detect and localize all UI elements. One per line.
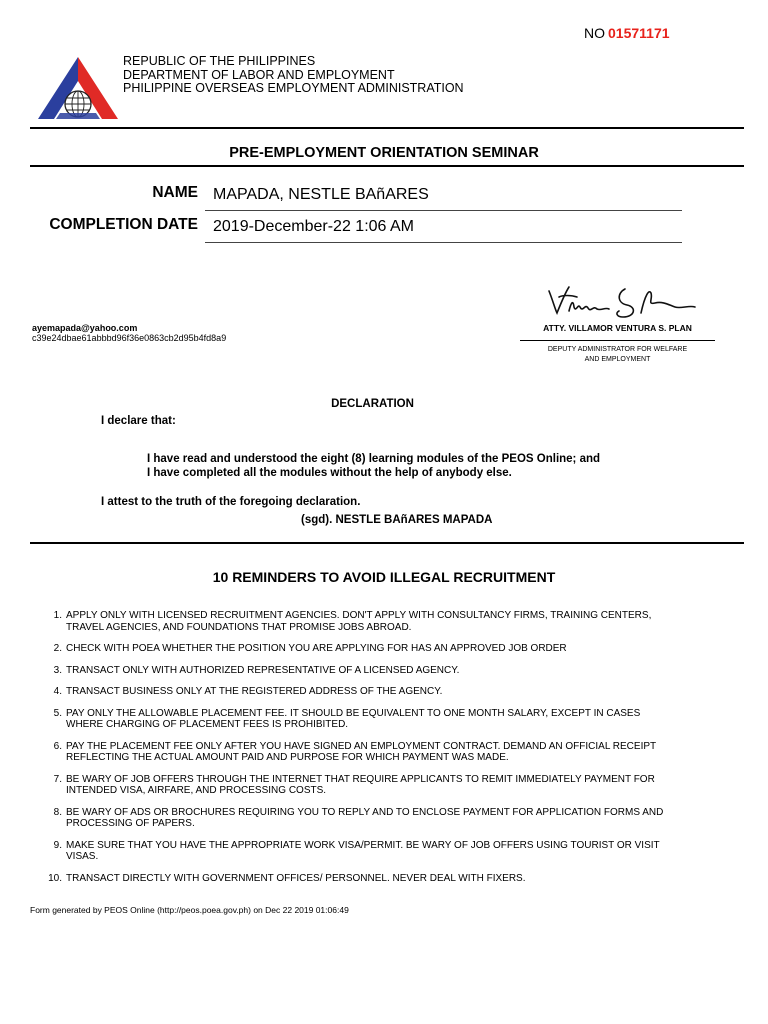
reminder-text-line: PROCESSING OF PAPERS. — [66, 818, 195, 829]
document-number-value: 01571171 — [608, 25, 670, 41]
reminder-number: 3. — [53, 664, 62, 676]
signatory-title — [520, 345, 715, 365]
signature-line — [520, 340, 715, 341]
agency-line-1: REPUBLIC OF THE PHILIPPINES — [123, 54, 316, 68]
divider-top — [30, 127, 744, 129]
reminder-item — [30, 643, 730, 655]
reminder-text — [66, 610, 730, 633]
reminder-text-line: PAY ONLY THE ALLOWABLE PLACEMENT FEE. IT SHOULD BE EQUIVALENT TO ONE MONTH SALARY, EXCEPT IN CASES — [66, 707, 641, 719]
footer-note: Form generated by PEOS Online (http://peos.poea.gov.ph) on Dec 22 2019 01:06:49 — [30, 905, 349, 915]
declaration-attest: I attest to the truth of the foregoing declaration. — [101, 496, 361, 508]
completion-date-underline — [205, 242, 682, 243]
reminder-item — [30, 774, 730, 797]
poea-logo-icon — [36, 55, 120, 121]
reminder-text-line: VISAS. — [66, 851, 99, 862]
signatory-title-line-1: DEPUTY ADMINISTRATOR FOR WELFARE — [547, 346, 688, 353]
reminder-text-line: APPLY ONLY WITH LICENSED RECRUITMENT AGENCIES. DON'T APPLY WITH CONSULTANCY FIRMS, TRAINING CENTERS, — [66, 610, 652, 621]
reminder-text — [66, 840, 730, 863]
reminder-item — [30, 741, 730, 764]
reminder-item — [30, 840, 730, 863]
reminder-text — [66, 665, 730, 677]
reminder-text-line: TRANSACT BUSINESS ONLY AT THE REGISTERED ADDRESS OF THE AGENCY. — [66, 686, 443, 697]
name-value: MAPADA, NESTLE BAñARES — [213, 186, 429, 203]
agency-header — [123, 55, 464, 96]
reminder-text-line: TRANSACT DIRECTLY WITH GOVERNMENT OFFICES/ PERSONNEL. NEVER DEAL WITH FIXERS. — [66, 872, 526, 884]
reminder-item — [30, 686, 730, 698]
reminder-number: 10. — [48, 872, 62, 884]
reminder-text-line: TRANSACT ONLY WITH AUTHORIZED REPRESENTATIVE OF A LICENSED AGENCY. — [66, 664, 460, 676]
reminder-text — [66, 807, 730, 830]
reminder-text — [66, 708, 730, 731]
divider-title — [30, 165, 744, 167]
reminder-text — [66, 741, 730, 764]
reminder-text-line: BE WARY OF ADS OR BROCHURES REQUIRING YOU TO REPLY AND TO ENCLOSE PAYMENT FOR APPLICATION FORMS AND — [66, 806, 664, 818]
reminder-text-line: CHECK WITH POEA WHETHER THE POSITION YOU ARE APPLYING FOR HAS AN APPROVED JOB ORDER — [66, 643, 567, 654]
document-number — [584, 25, 670, 41]
reminder-number: 7. — [53, 773, 62, 785]
reminder-number: 4. — [53, 686, 62, 697]
declaration-statement — [147, 453, 600, 480]
reminder-text-line: INTENDED VISA, AIRFARE, AND PROCESSING COSTS. — [66, 785, 327, 796]
seminar-title: PRE-EMPLOYMENT ORIENTATION SEMINAR — [229, 145, 539, 161]
reminder-text-line: WHERE CHARGING OF PLACEMENT FEES IS PROHIBITED. — [66, 719, 349, 730]
reminder-text — [66, 873, 730, 885]
participant-hash: c39e24dbae61abbbd96f36e0863cb2d95b4fd8a9 — [32, 333, 227, 343]
reminder-text — [66, 774, 730, 797]
signatory-name: ATTY. VILLAMOR VENTURA S. PLAN — [543, 323, 692, 333]
reminder-text-line: BE WARY OF JOB OFFERS THROUGH THE INTERNET THAT REQUIRE APPLICANTS TO REMIT IMMEDIATELY PAYMENT FOR — [66, 773, 655, 785]
signature-icon — [543, 283, 708, 321]
reminder-number: 2. — [53, 643, 62, 654]
reminder-number: 8. — [53, 806, 62, 818]
signatory-title-line-2: AND EMPLOYMENT — [584, 356, 651, 363]
declaration-line-1: I have read and understood the eight (8) learning modules of the PEOS Online; and — [147, 453, 601, 465]
name-label: NAME — [152, 184, 198, 201]
reminder-item — [30, 610, 730, 633]
participant-email: ayemapada@yahoo.com — [32, 323, 138, 333]
agency-line-2: DEPARTMENT OF LABOR AND EMPLOYMENT — [123, 67, 395, 82]
document-number-prefix: NO — [584, 25, 605, 41]
reminder-text-line: REFLECTING THE ACTUAL AMOUNT PAID AND PURPOSE FOR WHICH PAYMENT WAS MADE. — [66, 752, 509, 763]
reminder-text-line: PAY THE PLACEMENT FEE ONLY AFTER YOU HAVE SIGNED AN EMPLOYMENT CONTRACT. DEMAND AN OFFICIAL RECEIPT — [66, 740, 657, 752]
reminder-number: 9. — [53, 839, 62, 851]
declaration-intro: I declare that: — [101, 415, 176, 427]
completion-date-value: 2019-December-22 1:06 AM — [213, 218, 414, 235]
reminder-number: 1. — [53, 610, 62, 621]
divider-declaration — [30, 542, 744, 544]
reminder-text — [66, 643, 730, 655]
reminder-item — [30, 708, 730, 731]
reminder-text — [66, 686, 730, 698]
reminder-text-line: MAKE SURE THAT YOU HAVE THE APPROPRIATE WORK VISA/PERMIT. BE WARY OF JOB OFFERS USING TOURIST OR VISIT — [66, 839, 660, 851]
reminder-number: 5. — [53, 707, 62, 719]
declaration-title: DECLARATION — [331, 398, 414, 410]
completion-date-label: COMPLETION DATE — [49, 216, 198, 233]
agency-line-3: PHILIPPINE OVERSEAS EMPLOYMENT ADMINISTRATION — [123, 81, 464, 95]
reminder-item — [30, 807, 730, 830]
reminders-title: 10 REMINDERS TO AVOID ILLEGAL RECRUITMENT — [212, 569, 556, 585]
reminder-text-line: TRAVEL AGENCIES, AND FOUNDATIONS THAT PROMISE JOBS ABROAD. — [66, 621, 412, 633]
declaration-signed: (sgd). NESTLE BAñARES MAPADA — [301, 514, 493, 526]
reminder-item — [30, 873, 730, 885]
declaration-line-2: I have completed all the modules without the help of anybody else. — [147, 466, 512, 479]
reminder-item — [30, 665, 730, 677]
name-underline — [205, 210, 682, 211]
reminders-list — [30, 610, 730, 884]
reminder-number: 6. — [53, 740, 62, 752]
